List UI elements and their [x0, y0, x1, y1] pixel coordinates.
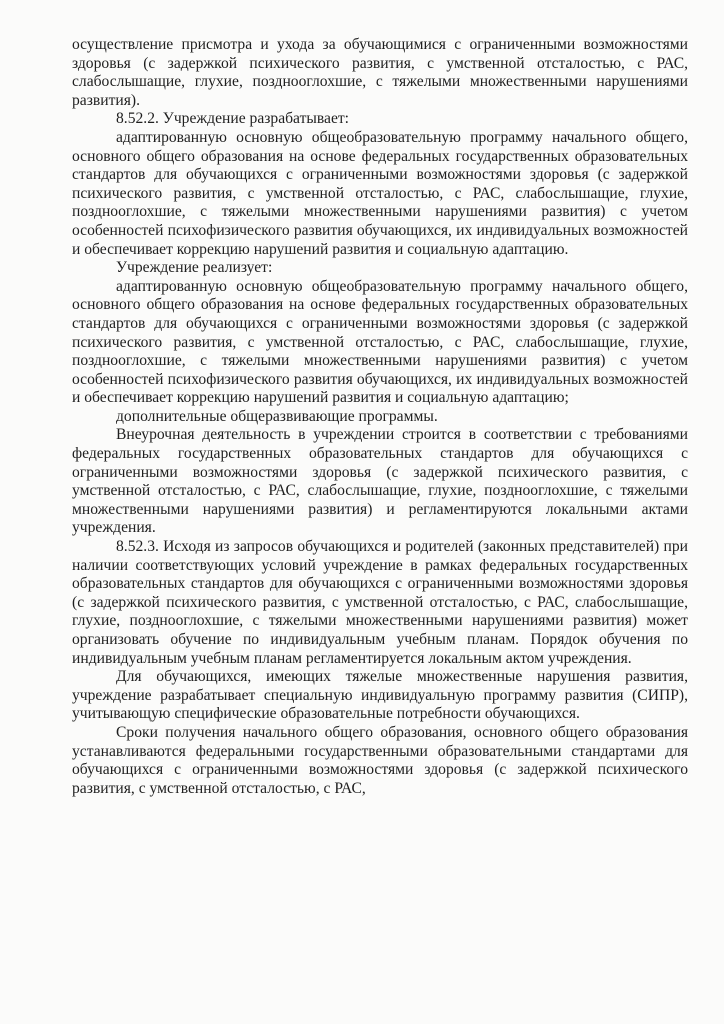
- paragraph-develops-program: адаптированную основную общеобразовательную программу начального общего, основного общего образования на основе федеральных государственных образовательных стандартов для обучающихся с ограниченными возможностями здоровья (с задержкой психического развития, с умственной отсталостью, с РАС, слабослышащие, глухие, позднооглохшие, с тяжелыми множественными нарушениями развития) с учетом особенностей психофизического развития обучающихся, их индивидуальных возможностей и обеспечивает коррекцию нарушений развития и социальную адаптацию.: [72, 128, 688, 258]
- paragraph-care-supervision: осуществление присмотра и ухода за обучающимися с ограниченными возможностями здоровья (с задержкой психического развития, с умственной отсталостью, с РАС, слабослышащие, глухие, позднооглохшие, с тяжелыми множественными нарушениями развития).: [72, 36, 688, 109]
- paragraph-education-terms: Сроки получения начального общего образования, основного общего образования устанавливаются федеральными государственными образовательными стандартами для обучающихся с ограниченными возможностями здоровья (с задержкой психического развития, с умственной отсталостью, с РАС,: [72, 723, 688, 797]
- paragraph-implements-heading: Учреждение реализует:: [116, 259, 273, 277]
- section-8-52-3-individual-plans: 8.52.3. Исходя из запросов обучающихся и родителей (законных представителей) при наличии соответствующих условий учреждение в рамках федеральных государственных образовательных стандартов для обучающихся с ограниченными возможностями здоровья (с задержкой психического развития, с умственной отсталостью, с РАС, слабослышащие, глухие, позднооглохшие, с тяжелыми множественными нарушениями развития) может организовать обучение по индивидуальным учебным планам. Порядок обучения по индивидуальным учебным планам регламентируется локальным актом учреждения.: [72, 538, 688, 667]
- section-8-52-2-heading: 8.52.2. Учреждение разрабатывает:: [116, 110, 350, 128]
- paragraph-implements-program: адаптированную основную общеобразовательную программу начального общего, основного общего образования на основе федеральных государственных образовательных стандартов для обучающихся с ограниченными возможностями здоровья (с задержкой психического развития, с умственной отсталостью, с РАС, слабослышащие, глухие, позднооглохшие, с тяжелыми множественными нарушениями развития) с учетом особенностей психофизического развития обучающихся, их индивидуальных возможностей и обеспечивает коррекцию нарушений развития и социальную адаптацию;: [72, 277, 688, 407]
- paragraph-additional-programs: дополнительные общеразвивающие программы.: [116, 407, 438, 425]
- paragraph-sipr: Для обучающихся, имеющих тяжелые множественные нарушения развития, учреждение разрабатывает специальную индивидуальную программу развития (СИПР), учитывающую специфические образовательные потребности обучающихся.: [72, 668, 688, 723]
- paragraph-extracurricular: Внеурочная деятельность в учреждении строится в соответствии с требованиями федеральных государственных образовательных стандартов для обучающихся с ограниченными возможностями здоровья (с задержкой психического развития, с умственной отсталостью, с РАС, слабослышащие, глухие, позднооглохшие, с тяжелыми множественными нарушениями развития) и регламентируются локальными актами учреждения.: [72, 426, 688, 537]
